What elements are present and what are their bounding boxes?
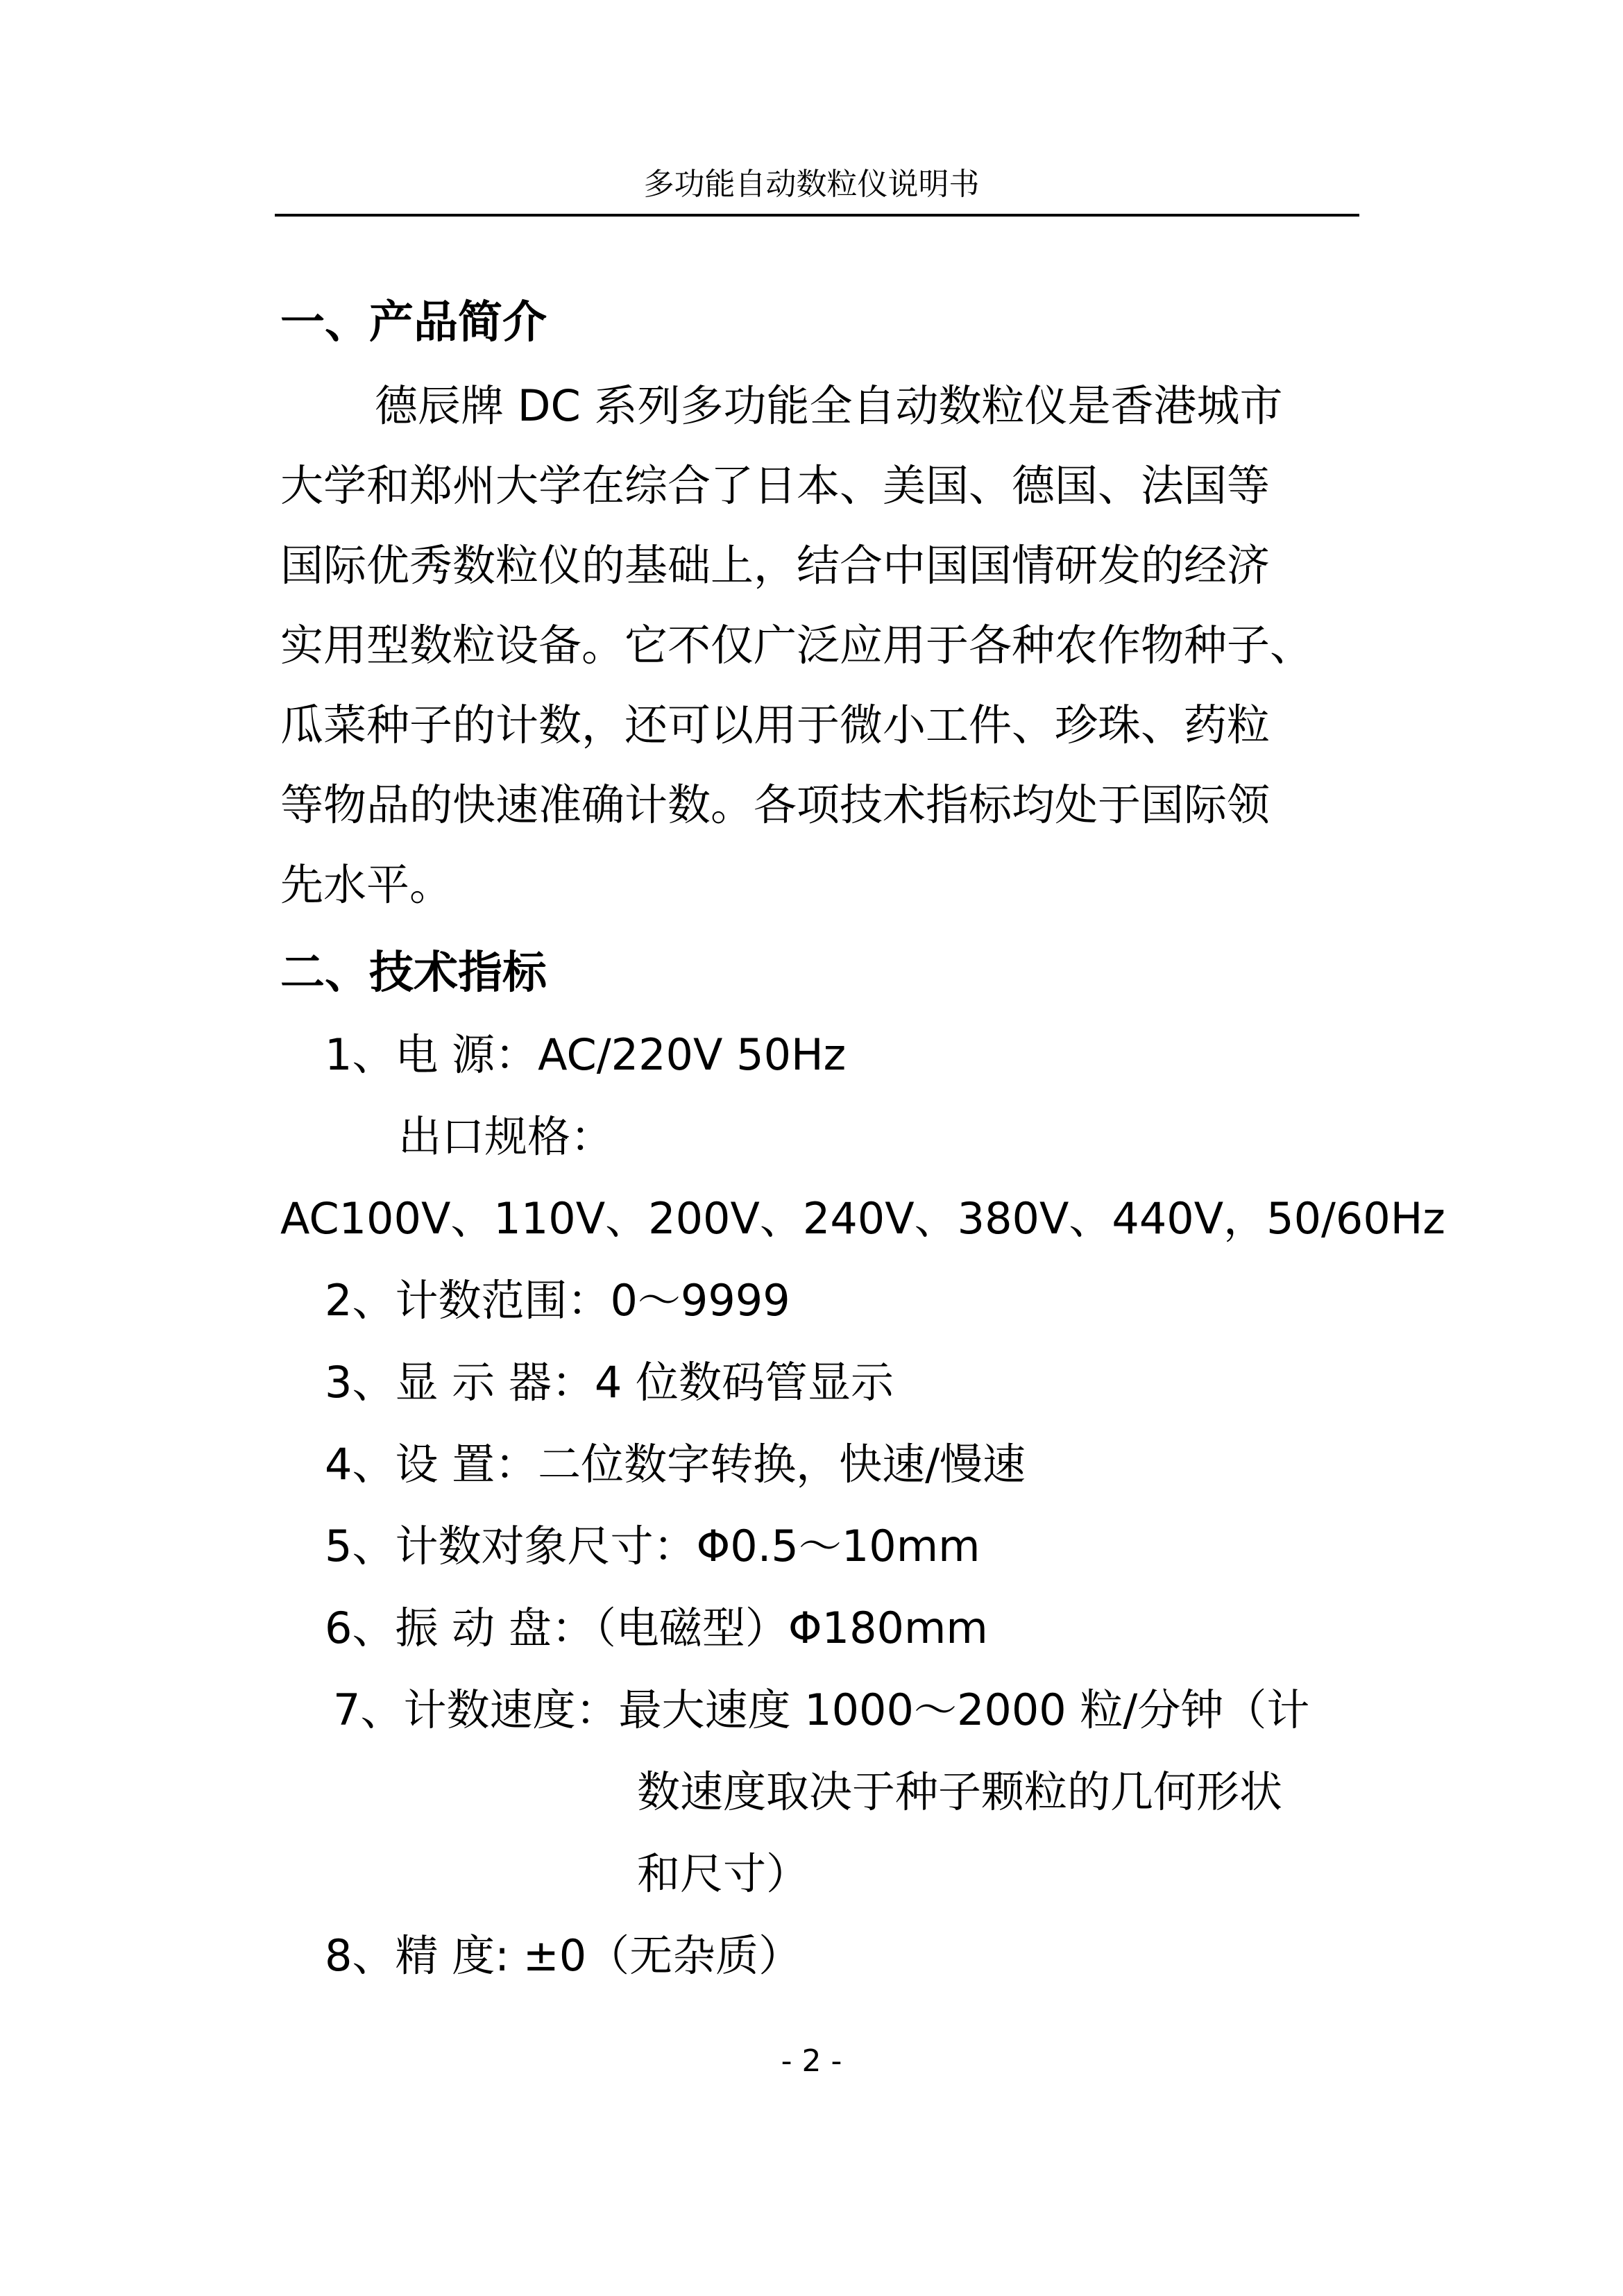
spec-line-count-speed-cont: 数速度取决于种子颗粒的几何形状 bbox=[637, 1766, 1283, 1817]
paragraph-line: 瓜菜种子的计数，还可以用于微小工件、珍珠、药粒 bbox=[280, 700, 1271, 750]
section-heading-tech-specs: 二、技术指标 bbox=[280, 947, 547, 999]
spec-line-count-speed: 7、计数速度：最大速度 1000～2000 粒/分钟（计 bbox=[333, 1685, 1310, 1735]
spec-line-vibration-plate: 6、振 动 盘：（电磁型）Φ180mm bbox=[325, 1603, 988, 1653]
spec-line-export-voltages: AC100V、110V、200V、240V、380V、440V，50/60Hz bbox=[280, 1193, 1445, 1244]
header-divider bbox=[275, 214, 1359, 217]
paragraph-line: 实用型数粒设备。它不仅广泛应用于各种农作物种子、 bbox=[280, 620, 1314, 670]
spec-line-export-spec-label: 出口规格： bbox=[398, 1111, 614, 1162]
spec-line-precision: 8、精 度: ±0（无杂质） bbox=[325, 1930, 802, 1981]
spec-line-setting: 4、设 置：二位数字转换，快速/慢速 bbox=[325, 1439, 1026, 1489]
paragraph-line: 先水平。 bbox=[280, 859, 453, 910]
spec-line-object-size: 5、计数对象尺寸：Φ0.5～10mm bbox=[325, 1521, 980, 1571]
spec-line-power: 1、电 源：AC/220V 50Hz bbox=[325, 1029, 847, 1080]
spec-line-display: 3、显 示 器：4 位数码管显示 bbox=[325, 1357, 894, 1408]
spec-line-count-range: 2、计数范围：0～9999 bbox=[325, 1275, 790, 1326]
paragraph-line: 大学和郑州大学在综合了日本、美国、德国、法国等 bbox=[280, 460, 1271, 511]
paragraph-line: 国际优秀数粒仪的基础上，结合中国国情研发的经济 bbox=[280, 540, 1271, 591]
document-header-title: 多功能自动数粒仪说明书 bbox=[643, 167, 980, 202]
paragraph-line: 德辰牌 DC 系列多功能全自动数粒仪是香港城市 bbox=[375, 380, 1283, 431]
section-heading-product-intro: 一、产品简介 bbox=[280, 297, 547, 348]
spec-line-count-speed-cont: 和尺寸） bbox=[637, 1848, 810, 1899]
page-number: - 2 - bbox=[781, 2043, 842, 2079]
paragraph-line: 等物品的快速准确计数。各项技术指标均处于国际领 bbox=[280, 779, 1271, 830]
